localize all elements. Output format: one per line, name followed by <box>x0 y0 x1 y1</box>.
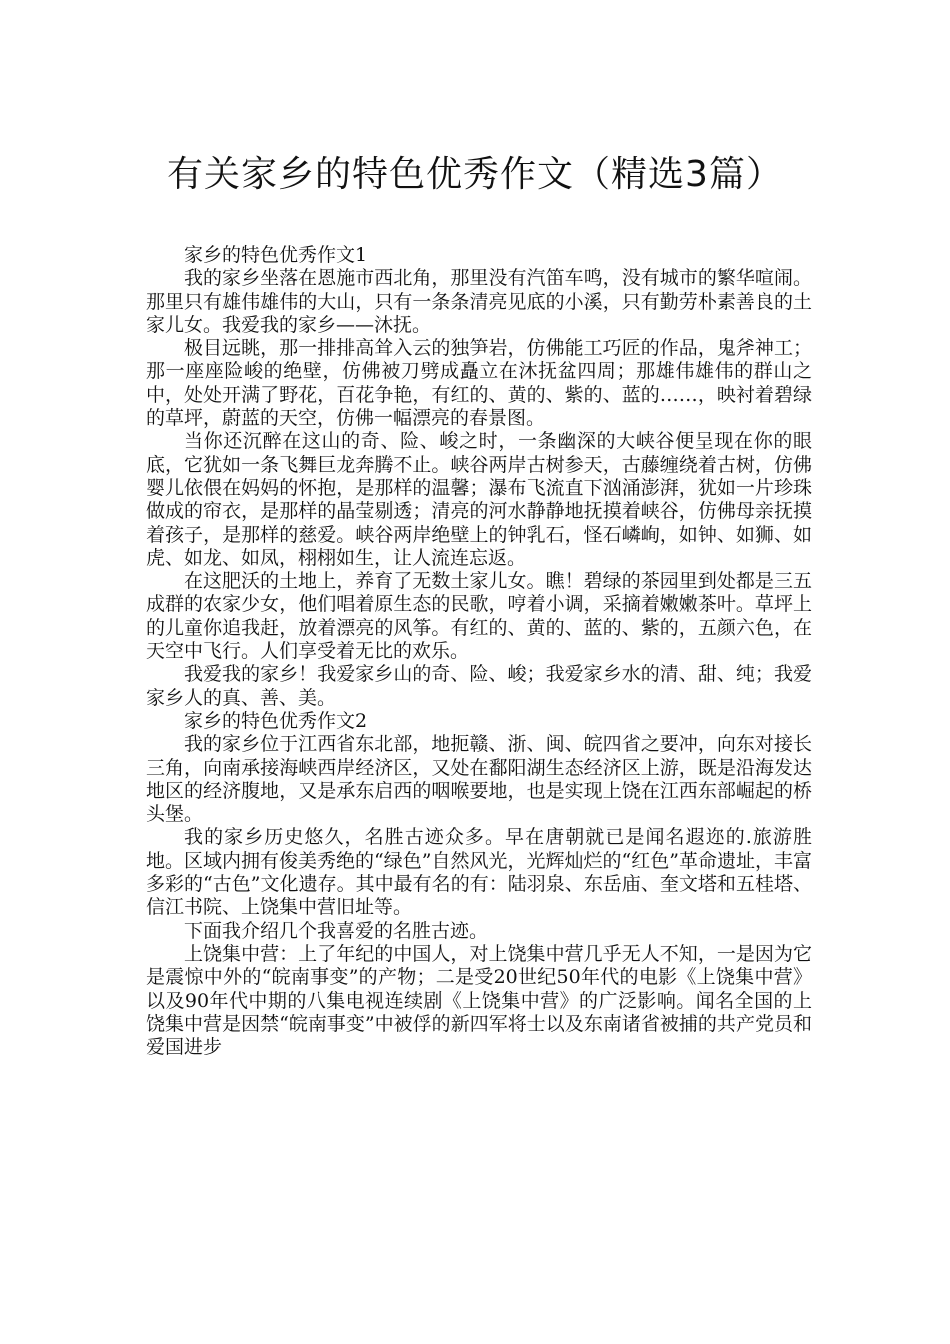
paragraph: 我爱我的家乡！我爱家乡山的奇、险、峻；我爱家乡水的清、甜、纯；我爱家乡人的真、善、美。 <box>146 663 812 709</box>
document-title: 有关家乡的特色优秀作文（精选3篇） <box>167 154 783 196</box>
paragraph: 当你还沉醉在这山的奇、险、峻之时，一条幽深的大峡谷便呈现在你的眼底，它犹如一条飞舞巨龙奔腾不止。峡谷两岸古树参天，古藤缠绕着古树，仿佛婴儿依偎在妈妈的怀抱，是那样的温馨；瀑布飞流直下汹涌澎湃，犹如一片珍珠做成的帘衣，是那样的晶莹剔透；清亮的河水静静地抚摸着峡谷，仿佛母亲抚摸着孩子，是那样的慈爱。峡谷两岸绝壁上的钟乳石，怪石嶙峋，如钟、如狮、如虎、如龙、如凤，栩栩如生，让人流连忘返。 <box>146 430 812 569</box>
essay-heading: 家乡的特色优秀作文1 <box>184 244 368 266</box>
paragraph: 我的家乡坐落在恩施市西北角，那里没有汽笛车鸣，没有城市的繁华喧闹。那里只有雄伟雄伟的大山，只有一条条清亮见底的小溪，只有勤劳朴素善良的土家儿女。我爱我的家乡——沐抚。 <box>146 267 812 336</box>
paragraph: 我的家乡历史悠久，名胜古迹众多。早在唐朝就已是闻名遐迩的.旅游胜地。区域内拥有俊美秀绝的“绿色”自然风光，光辉灿烂的“红色”革命遗址，丰富多彩的“古色”文化遗存。其中最有名的有：陆羽泉、东岳庙、奎文塔和五桂塔、信江书院、上饶集中营旧址等。 <box>146 826 812 919</box>
paragraph: 上饶集中营：上了年纪的中国人，对上饶集中营几乎无人不知，一是因为它是震惊中外的“皖南事变”的产物；二是受20世纪50年代的电影《上饶集中营》以及90年代中期的八集电视连续剧《上饶集中营》的广泛影响。闻名全国的上饶集中营是因禁“皖南事变”中被俘的新四军将士以及东南诸省被捕的共产党员和爱国进步 <box>146 942 812 1059</box>
paragraph: 我的家乡位于江西省东北部，地扼赣、浙、闽、皖四省之要冲，向东对接长三角，向南承接海峡西岸经济区，又处在鄱阳湖生态经济区上游，既是沿海发达地区的经济腹地，又是承东启西的咽喉要地，也是实现上饶在江西东部崛起的桥头堡。 <box>146 733 812 826</box>
document-body <box>146 244 812 1059</box>
paragraph: 下面我介绍几个我喜爱的名胜古迹。 <box>184 919 489 942</box>
essay-heading: 家乡的特色优秀作文2 <box>184 709 368 732</box>
paragraph: 在这肥沃的土地上，养育了无数土家儿女。瞧！碧绿的茶园里到处都是三五成群的农家少女，他们唱着原生态的民歌，哼着小调，采摘着嫩嫩茶叶。草坪上的儿童你追我赶，放着漂亮的风筝。有红的、黄的、蓝的、紫的，五颜六色，在天空中飞行。人们享受着无比的欢乐。 <box>146 570 812 663</box>
paragraph: 极目远眺，那一排排高耸入云的独笋岩，仿佛能工巧匠的作品，鬼斧神工；那一座座险峻的绝壁，仿佛被刀劈成矗立在沐抚盆四周；那雄伟雄伟的群山之中，处处开满了野花，百花争艳，有红的、黄的、紫的、蓝的……，映衬着碧绿的草坪，蔚蓝的天空，仿佛一幅漂亮的春景图。 <box>146 337 812 430</box>
